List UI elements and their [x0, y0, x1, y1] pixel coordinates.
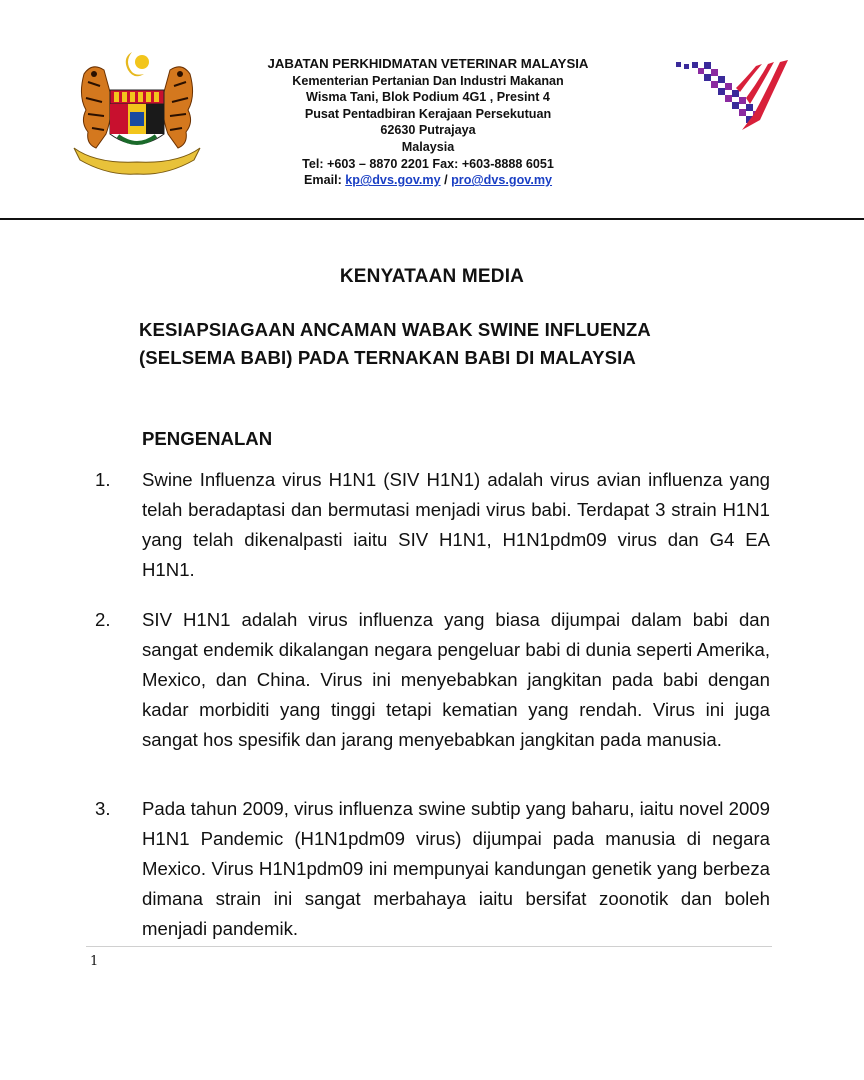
header-divider [0, 218, 864, 220]
coat-of-arms-logo [66, 52, 208, 182]
address-line-1: Wisma Tani, Blok Podium 4G1 , Presint 4 [306, 90, 550, 105]
email-label: Email: [303, 173, 342, 188]
paragraph-number: 2. [95, 609, 111, 630]
subject-line-2: (SELSEMA BABI) PADA TERNAKAN BABI DI MALAYSIA [139, 347, 636, 368]
paragraph-number: 3. [95, 798, 111, 819]
ministry-name: Kementerian Pertanian Dan Industri Makanan [292, 73, 564, 88]
email-link-secondary[interactable]: pro@dvs.gov.my [451, 173, 553, 188]
paragraph-number: 1. [95, 469, 111, 490]
email-link-primary[interactable]: kp@dvs.gov.my [345, 173, 441, 188]
email-separator: / [444, 173, 448, 188]
agency-name: JABATAN PERKHIDMATAN VETERINAR MALAYSIA [267, 56, 589, 71]
subject-line-1: KESIAPSIAGAAN ANCAMAN WABAK SWINE INFLUENZA [139, 319, 651, 340]
document-subject [139, 316, 779, 372]
section-heading: PENGENALAN [142, 428, 273, 449]
agency-letterhead [224, 56, 632, 189]
postcode-city: 62630 Putrajaya [380, 123, 476, 138]
paragraph-text: Swine Influenza virus H1N1 (SIV H1N1) adalah virus avian influenza yang telah beradaptasi dan bermutasi menjadi virus babi. Terdapat 3 strain H1N1 yang telah dikenalpasti iaitu SIV H1N1, H1N1pdm09 virus dan G4 EA H1N1. [142, 469, 770, 580]
country: Malaysia [401, 139, 455, 154]
tel-fax: Tel: +603 – 8870 2201 Fax: +603-8888 6051 [302, 156, 554, 171]
paragraph-text: Pada tahun 2009, virus influenza swine subtip yang baharu, iaitu novel 2009 H1N1 Pandemic (H1N1pdm09 virus) dijumpai pada manusia di negara Mexico. Virus H1N1pdm09 ini mempunyai kandungan genetik yang berbeza dimana strain ini sangat merbahaya iaitu bersifat zoonotik dan boleh menjadi pandemik. [142, 798, 770, 939]
footer-divider [86, 946, 772, 947]
paragraph-text: SIV H1N1 adalah virus influenza yang biasa dijumpai dalam babi dan sangat endemik dikalangan negara pengeluar babi di dunia seperti Amerika, Mexico, dan China. Virus ini menyebabkan jangkitan pada babi dengan kadar morbiditi yang tinggi tetapi kematian yang rendah. Virus ini juga sangat hos spesifik dan jarang menyebabkan jangkitan pada manusia. [142, 609, 770, 750]
page-number: 1 [90, 954, 99, 969]
address-line-2: Pusat Pentadbiran Kerajaan Persekutuan [304, 106, 552, 121]
email-line [224, 172, 632, 189]
document-title: KENYATAAN MEDIA [339, 266, 525, 287]
dvs-logo [676, 58, 788, 136]
